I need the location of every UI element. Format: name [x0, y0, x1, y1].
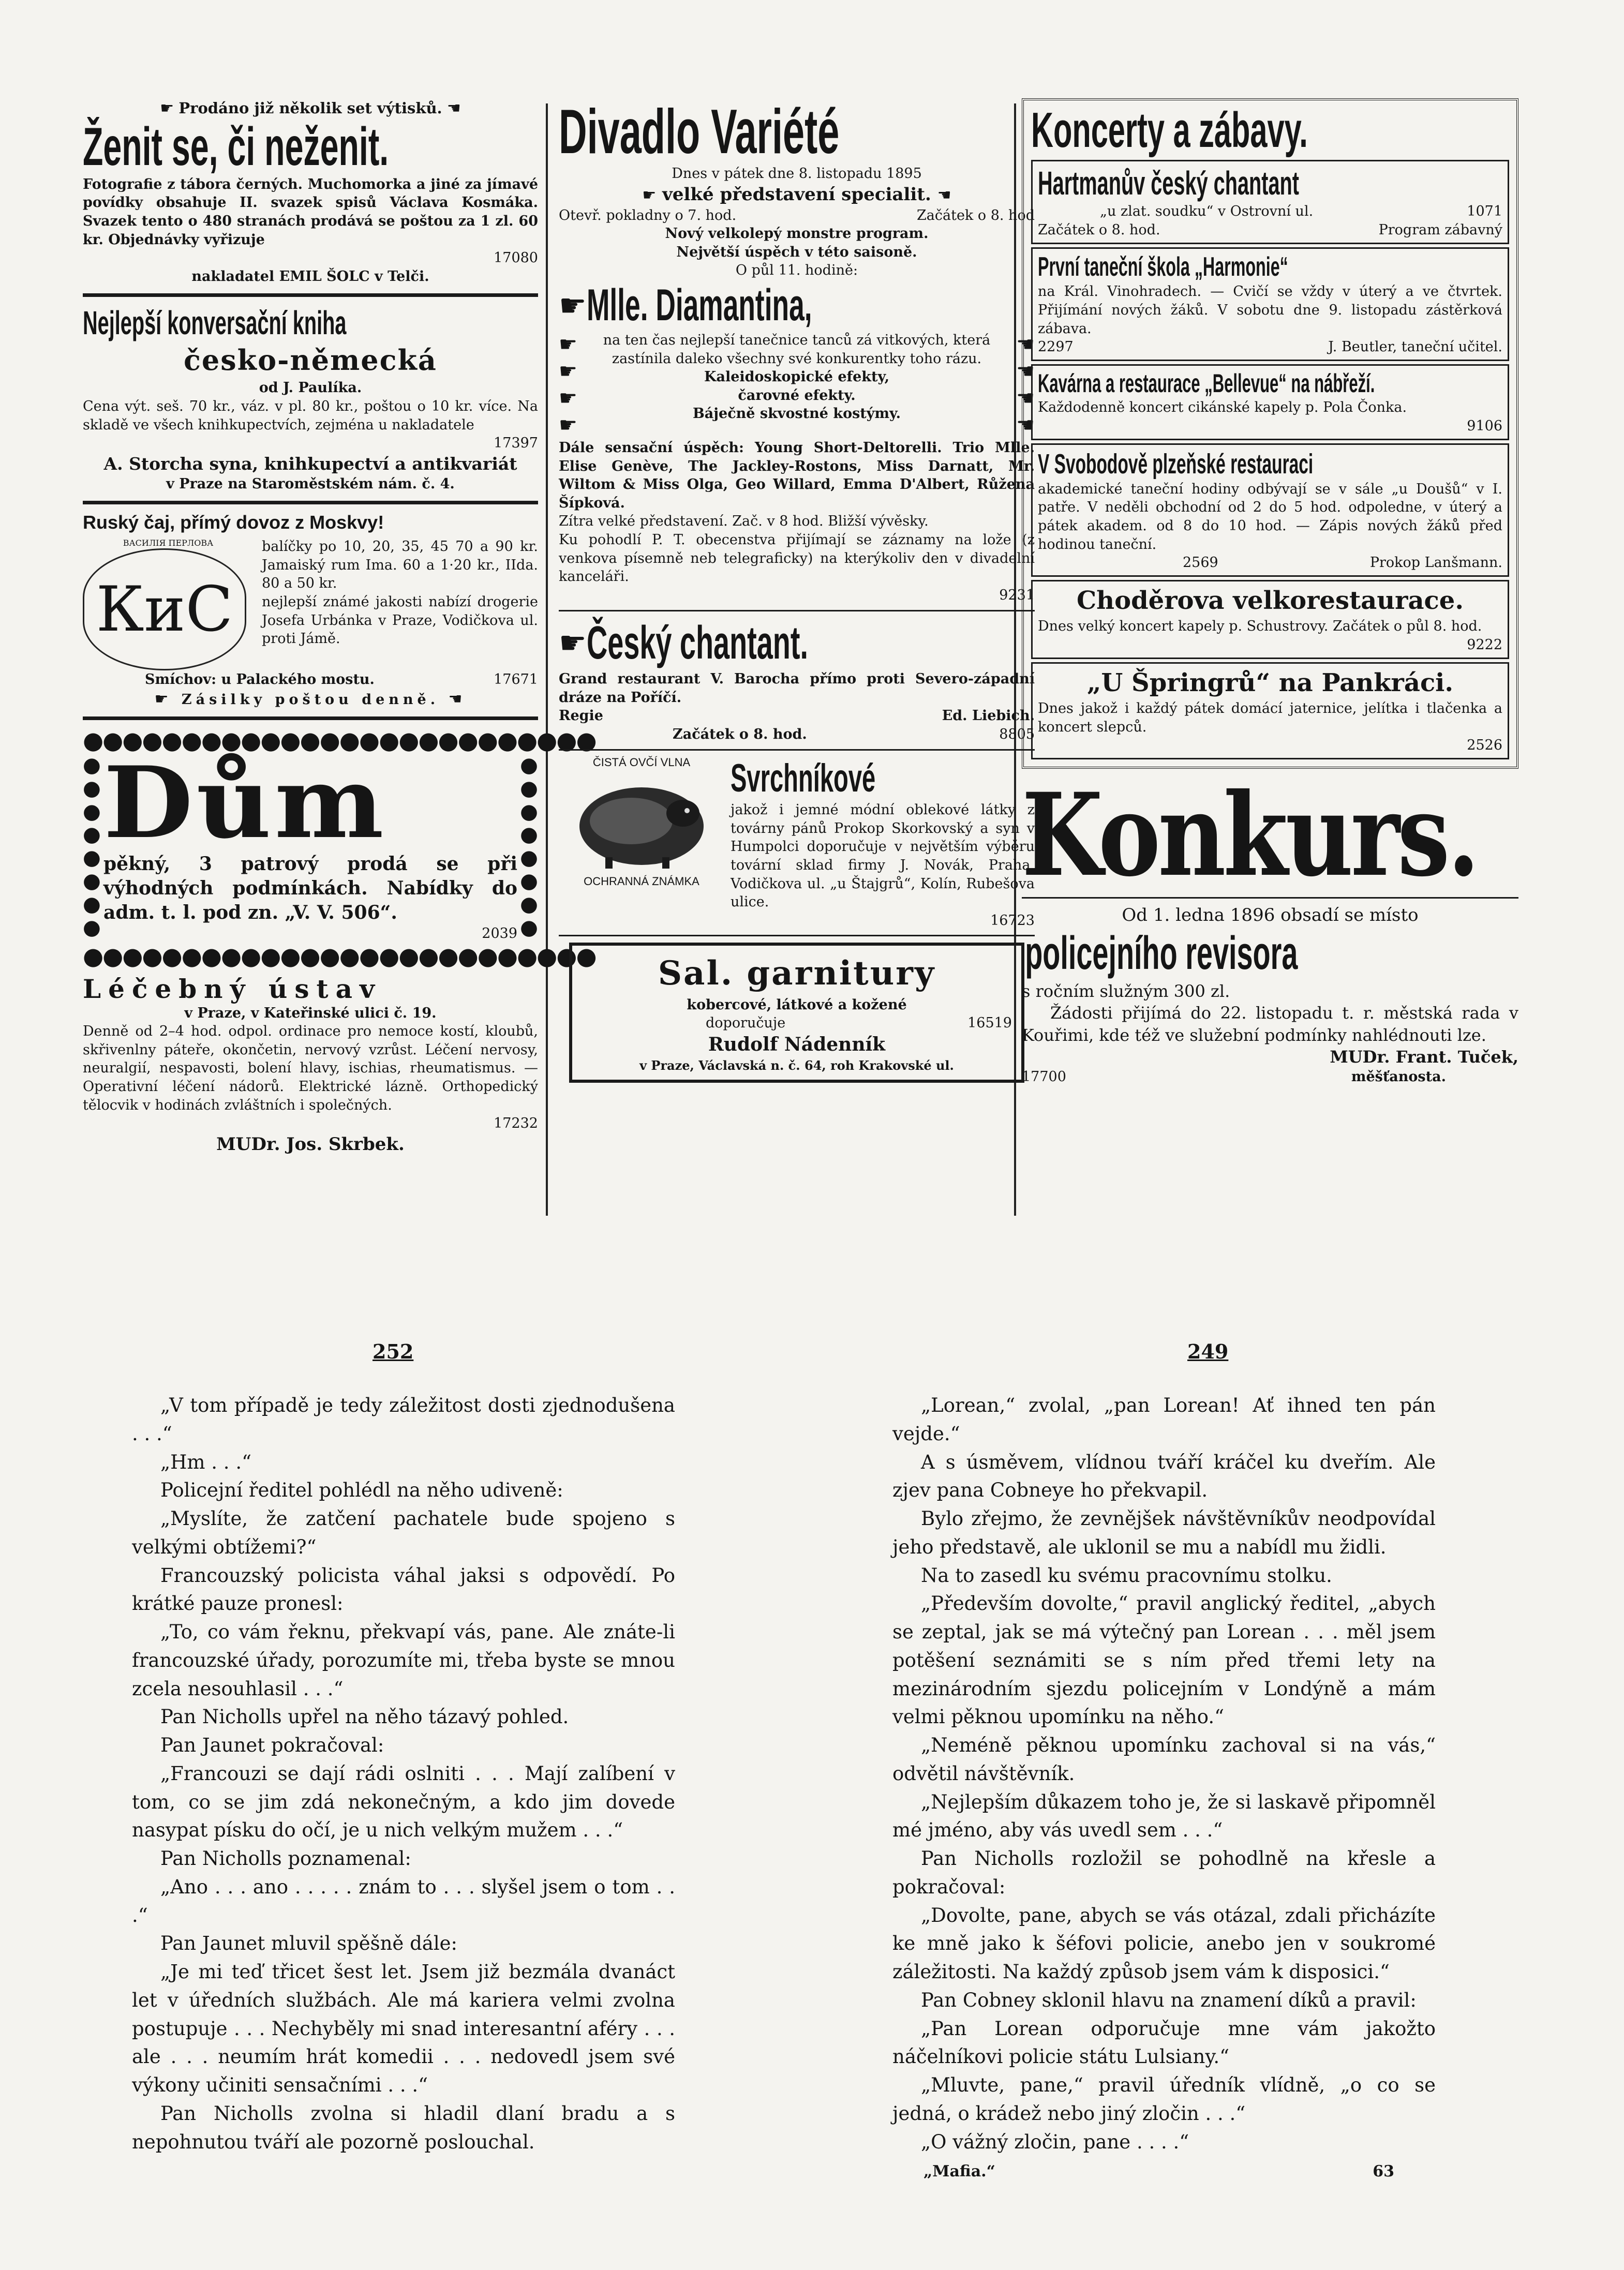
ad-chantant-regie: Ed. Liebich. [942, 708, 1035, 724]
pointing-hand-icon: ☛ [559, 625, 587, 662]
novel-paragraph: Pan Nicholls upřel na něho tázavý pohled. [160, 1706, 569, 1728]
ad-sal-number: 16519 [967, 1015, 1012, 1032]
ad-bellevue-text: Každodenně koncert cikánské kapely p. Pola Čonka. [1038, 399, 1407, 416]
novel-paragraph: Pan Nicholls rozložil se pohodlně na křesle a pokračoval: [892, 1847, 1436, 1898]
konkurs-date: Od 1. ledna 1896 obsadí se místo [1122, 904, 1419, 925]
pointing-hands-column-icon: ☛ ☛ ☛ ☛ [559, 332, 577, 437]
novel-paragraph: „Ano . . . ano . . . . . znám to . . . slyšel jsem o tom . . .“ [132, 1875, 675, 1926]
ad-variete-start: Začátek o 8. hod [917, 207, 1035, 223]
novel-paragraph: „Mluvte, pane,“ pravil úředník vlídně, „o co se jedná, o krádež nebo jiný zločin . . .“ [892, 2074, 1436, 2125]
ad-sal-subtitle: kobercové, látkové a kožené [687, 996, 907, 1013]
novel-paragraph: A s úsměvem, vlídnou tváří kráčel ku dveřím. Ale zjev pana Cobneye ho překvapil. [892, 1451, 1436, 1502]
divider [83, 501, 538, 504]
divider [83, 293, 538, 297]
ad-coats-number: 16723 [990, 912, 1035, 929]
pointing-hand-icon: ☛ [154, 690, 173, 708]
ad-chod-text: Dnes velký koncert kapely p. Schustrovy. Začátek o půl 8. hod. [1038, 618, 1482, 635]
ad-caj-number: 17671 [494, 671, 538, 688]
pointing-hands-column-left-icon: ☚ ☚ ☚ ☚ [1016, 332, 1035, 437]
ad-caj-smichov: Smíchov: u Palackého mostu. [145, 671, 375, 688]
ad-plzen-number: 2569 [1183, 555, 1218, 571]
ad-caj-text-2: nejlepší známé jakosti nabízí drogerie Josefa Urbánka v Praze, Vodičkova ul. proti Jámě. [262, 593, 538, 647]
novel-right-page [892, 1392, 1436, 2184]
ad-coats-text: jakož i jemné módní oblekové látky z továrny pánů Prokop Skorkovský a syn v Humpolci doporučuje v největším výběru tovární sklad firmy J. Novák, Praha, Vodičkova ul. „u Štajgrů“, Kolín, Rubešova ulice. [731, 802, 1035, 910]
ad-springer-number: 2526 [1467, 737, 1502, 754]
novel-paragraph: Policejní ředitel pohlédl na něho udiveně: [160, 1479, 563, 1502]
ad-hart-number: 1071 [1467, 203, 1502, 220]
ad-ustav-number: 17232 [494, 1115, 538, 1132]
divider [559, 935, 1035, 936]
ad-variete-star-text: na ten čas nejlepší tanečnice tanců zá vitkových, která zastínila daleko všechny své konkurentky toho rázu. [603, 332, 991, 367]
novel-paragraph: Na to zasedl ku svému pracovnímu stolku. [921, 1564, 1332, 1587]
sheep-trademark-icon [564, 769, 719, 873]
ad-ustav-title: Léčebný ústav [83, 973, 382, 1004]
divider [559, 610, 1035, 611]
ad-kniha-subtitle: česko-německá [184, 344, 437, 377]
novel-paragraph: Pan Nicholls poznamenal: [160, 1847, 411, 1870]
novel-paragraph: „Francouzi se dají rádi oslniti . . . Mají zalíbení v tom, co se jim zdá nekonečným, a kdo jim dovede nasypat písku do očí, je u nich velkým mužem . . .“ [132, 1762, 675, 1842]
dots-border-left-icon: ● ● ● ● ● ● ● ● [83, 753, 101, 939]
konkurs-number: 17700 [1022, 1069, 1066, 1085]
konkurs-salary: s ročním služným 300 zl. [1022, 981, 1230, 1002]
pointing-hand-left-icon: ☚ [937, 186, 951, 204]
ad-sal-title: Sal. garnitury [658, 954, 936, 993]
novel-footer-title: „Mafia.“ [923, 2162, 995, 2181]
konkurs-text: Žádosti přijímá do 22. listopadu t. r. městská rada v Kouřimi, kde též ve služební podmínky nahlédnouti lze. [1022, 1003, 1518, 1045]
ad-variete-kaleido: Kaleidoskopické efekty, [704, 369, 889, 385]
ad-kniha-number: 17397 [494, 435, 538, 452]
novel-paragraph: „Nejlepším důkazem toho je, že si laskavě připomněl mé jméno, aby vás uvedl sem . . .“ [892, 1790, 1436, 1842]
ad-chantant-regie-label: Regie [559, 708, 603, 724]
pointing-hand-icon: ☛ [160, 99, 174, 117]
ad-ustav-text: Denně od 2–4 hod. odpol. ordinace pro nemoce kostí, kloubů, skřivenlny páteře, okončetin, nervový vzrůst. Léčení nervosy, neuralgií, nespavosti, bolení hlavy, ischias, rheumatismus. — Operativní léčení nádorů. Elektrické lázně. Orthopedický tělocvik v hodinách zvláštních i společných. [83, 1023, 538, 1113]
right-page-number: 249 [1187, 1340, 1229, 1363]
ad-kniha-address: v Praze na Staroměstském nám. č. 4. [166, 476, 455, 492]
ad-springer-text: Dnes jakož i každý pátek domácí jaternice, jelítka i tlačenka a koncert slepců. [1038, 700, 1502, 735]
ad-variete-date: Dnes v pátek dne 8. listopadu 1895 [672, 166, 922, 182]
wool-mark-top: ČISTÁ OVČÍ VLNA [592, 755, 691, 769]
ad-variete-sensation: Dále sensační úspěch: Young Short-Deltorelli. Trio Mlle. Elise Genève, The Jackley-Rostons, Miss Darnatt, Mr. Wiltom & Miss Olga, Geo Willard, Emma D'Albert, Růžena Šípková. [559, 439, 1035, 511]
sold-note: Prodáno již několik set výtisků. [178, 99, 442, 117]
pointing-hand-left-icon: ☚ [448, 690, 467, 708]
ad-springer-title: „U Špringrů“ na Pankráci. [1086, 668, 1454, 697]
ad-coats-title: Svrchníkové [731, 756, 876, 800]
ad-chantant-title: Český chantant. [586, 617, 808, 669]
column-ads-middle [559, 98, 1035, 1216]
ad-sal-box [569, 943, 1024, 1083]
ad-variete-tomorrow: Zítra velké představení. Zač. v 8 hod. Bližší vývěsky. [559, 513, 929, 530]
novel-paragraph: „To, co vám řeknu, překvapí vás, pane. Ale znáte-li francouzské úřady, porozumíte mi, třeba byste se mnou zcela nesouhlasil . . .“ [132, 1621, 675, 1700]
novel-left-page [132, 1392, 675, 2156]
novel-paragraph: Bylo zřejmo, že zevnějšek návštěvníkův neodpovídal jeho představě, ale uklonil se mu a nabídl mu židli. [892, 1507, 1436, 1558]
novel-paragraph: „Především dovolte,“ pravil anglický ředitel, „abych se zeptal, jak se má výtečný pan Lorean . . . měl jsem potěšení seznámiti se s ním před třemi lety na mezinárodním sjezdu policejním v Londýně a mám velmi pěknou upomínku na něho.“ [892, 1592, 1436, 1728]
ad-kniha-text: Cena výt. seš. 70 kr., váz. v pl. 80 kr., poštou o 10 kr. více. Na skladě ve všech knihkupectvích, zejména u nakladatele [83, 398, 538, 433]
ad-caj-logo-caption: ВАСИЛІЯ ПЕРЛОВА [123, 538, 214, 548]
ad-variete-time: O půl 11. hodině: [735, 262, 858, 279]
novel-paragraph: „O vážný zločin, pane . . . .“ [921, 2130, 1189, 2153]
novel-paragraph: „Lorean,“ zvolal, „pan Lorean! Ať ihned ten pán vejde.“ [892, 1394, 1436, 1445]
divider [83, 716, 538, 720]
ad-variete-title: Divadlo Variété [559, 96, 840, 167]
ad-hart-start: Začátek o 8. hod. [1038, 222, 1160, 238]
concerts-title: Koncerty a zábavy. [1031, 102, 1308, 158]
left-page-number: 252 [373, 1340, 414, 1363]
novel-paragraph: „Je mi teď třicet šest let. Jsem již bezmála dvanáct let v úředních službách. Ale má kariera velmi zvolna postupuje . . . Nechyběly mi snad interesantní aféry . . . ale . . . neumím hrát komedii . . . nedovedl jsem své výkony učiniti sensačními . . .“ [132, 1961, 675, 2096]
wool-mark-bottom: OCHRANNÁ ZNÁMKA [584, 874, 699, 888]
ad-ustav-address: v Praze, v Kateřinské ulici č. 19. [184, 1005, 437, 1021]
ad-dum-title: Dům [103, 744, 388, 860]
novel-paragraph: „V tom případě je tedy záležitost dosti zjednodušena . . .“ [132, 1394, 675, 1445]
dots-border-bottom-icon: ●●●●●●●●●●●●●●●●●●●●●●●●●● [83, 942, 596, 970]
novel-paragraph: „Dovolte, pane, abych se vás otázal, zdali přicházíte ke mně jako k šéfovi policie, anebo jen v soukromé záležitosti. Na každý způsob jsem vám k disposici.“ [892, 1904, 1436, 1983]
novel-paragraph: „Hm . . .“ [160, 1451, 252, 1473]
ad-caj-text: balíčky po 10, 20, 35, 45 70 a 90 kr. Jamaiský rum Ima. 60 a 1·20 kr., IIda. 80 a 50 kr. [262, 539, 538, 592]
ad-zenit-publisher: nakladatel EMIL ŠOLC v Telči. [191, 268, 429, 285]
ad-variete-charms: čarovné efekty. [738, 387, 856, 404]
dots-border-top-icon: ●●●●●●●●●●●●●●●●●●●●●●●●●● [83, 726, 596, 755]
ad-chod-title: Choděrova velkorestaurace. [1076, 586, 1464, 615]
ad-bellevue-title: Kavárna a restaurace „Bellevue“ na nábřeží. [1038, 368, 1375, 398]
pointing-hand-left-icon: ☚ [446, 99, 461, 117]
ad-dum-text: pěkný, 3 patrový prodá se při výhodných podmínkách. Nabídky do adm. t. l. pod zn. „V. V. 506“. [103, 853, 517, 923]
pointing-hand-icon: ☛ [559, 287, 587, 324]
ad-variete-tickets: Ku pohodlí P. T. obecenstva přijímají se záznamy na lože (z venkova písemně neb telegraficky) na kterýkoliv den v divadelní kanceláři. [559, 532, 1035, 585]
ad-ustav-doctor: MUDr. Jos. Skrbek. [216, 1133, 405, 1155]
ad-caj-title: Ruský čaj, přímý dovoz z Moskvy! [83, 512, 384, 533]
ad-kniha-author: od J. Paulíka. [259, 380, 362, 396]
ad-plzen-title: V Svobodově plzeňské restauraci [1038, 448, 1314, 480]
divider [559, 749, 1035, 751]
ad-chantant-start: Začátek o 8. hod. [673, 726, 807, 742]
column-ads-right [1022, 98, 1518, 1216]
novel-paragraph: Pan Jaunet pokračoval: [160, 1734, 384, 1756]
ad-zenit-text: Fotografie z tábora černých. Muchomorka a jiné za jímavé povídky obsahuje II. svazek spisů Václava Kosmáka. Svazek tento o 480 stranách prodává se poštou za 1 zl. 60 kr. Objednávky vyřizuje [83, 176, 538, 248]
ad-plzen-text: akademické taneční hodiny odbývají se v sále „u Doušů“ v I. patře. V neděli obchodní od 2 do 5 hod. odpoledne, v úterý a pátek akadem. od 8 do 10 hod. — Zápis nových žáků před hodinou taneční. [1038, 481, 1502, 552]
ad-hart-title: Hartmanův český chantant [1038, 164, 1300, 202]
ad-chod-number: 9222 [1467, 636, 1502, 653]
tea-logo-emblem: КиС [83, 548, 246, 670]
ad-variete-costumes: Báječně skvostné kostýmy. [692, 406, 901, 422]
ad-plzen-teacher: Prokop Lanšmann. [1369, 555, 1502, 571]
novel-paragraph: „Neméně pěknou upomínku zachoval si na vás,“ odvětil návštěvník. [892, 1734, 1436, 1785]
ad-zenit-title: Ženit se, či neženit. [83, 116, 389, 177]
ad-dum-number: 2039 [482, 925, 517, 942]
ad-variete-success: Největší úspěch v této saisoně. [676, 244, 917, 260]
dots-border-right-icon: ● ● ● ● ● ● ● ● [520, 753, 538, 939]
ad-bellevue-number: 9106 [1467, 418, 1502, 435]
ad-zenit-number: 17080 [494, 250, 538, 266]
ad-variete-tickets-number: 9231 [999, 587, 1035, 603]
ad-harmonie-teacher: J. Beutler, taneční učitel. [1328, 339, 1502, 355]
ad-kniha-seller: A. Storcha syna, knihkupectví a antikvariát [103, 453, 517, 474]
ad-variete-program: Nový velkolepý monstre program. [665, 226, 929, 242]
ad-harmonie-number: 2297 [1038, 339, 1074, 355]
ad-chantant-number: 8805 [999, 726, 1035, 742]
ad-kniha-title: Nejlepší konversační kniha [83, 304, 347, 341]
konkurs-position: policejního revisora [1025, 927, 1298, 979]
konkurs-signer: MUDr. Frant. Tuček, [1330, 1047, 1518, 1067]
ad-variete-special: velké představení specialit. [662, 184, 931, 205]
ad-chantant-text: Grand restaurant V. Barocha přímo proti Severo-západní dráze na Poříčí. [559, 671, 1035, 706]
ad-sal-address: v Praze, Václavská n. č. 64, roh Krakovské ul. [639, 1057, 954, 1073]
concerts-frame [1022, 98, 1518, 769]
ad-harmonie-title: První taneční škola „Harmonie“ [1038, 251, 1288, 282]
ad-hart-address: „u zlat. soudku“ v Ostrovní ul. [1100, 203, 1314, 220]
ad-sal-name: Rudolf Nádenník [708, 1034, 886, 1056]
konkurs-role: měšťanosta. [1351, 1069, 1446, 1085]
ad-harmonie-text: na Král. Vinohradech. — Cvičí se vždy v úterý a ve čtvrtek. Přijímání nových žáků. V sobotu dne 9. listopadu zástěrková zábava. [1038, 283, 1502, 337]
ad-caj-post: Zásilky poštou denně. [181, 691, 440, 708]
novel-paragraph: Pan Cobney sklonil hlavu na znamení díků a pravil: [921, 1989, 1417, 2011]
novel-paragraph: Pan Nicholls zvolna si hladil dlaní bradu a s nepohnutou tváří ale pozorně poslouchal. [132, 2102, 675, 2153]
novel-paragraph: „Myslíte, že zatčení pachatele bude spojeno s velkými obtížemi?“ [132, 1507, 675, 1558]
ad-hart-program: Program zábavný [1378, 222, 1502, 238]
novel-paragraph: Francouzský policista váhal jaksi s odpovědí. Po krátké pauze pronesl: [132, 1564, 675, 1615]
ad-variete-open: Otevř. pokladny o 7. hod. [559, 207, 737, 223]
novel-paragraph: Pan Jaunet mluvil spěšně dále: [160, 1932, 458, 1955]
ad-sal-recommends: doporučuje [706, 1015, 786, 1032]
pointing-hand-icon: ☛ [642, 186, 657, 204]
novel-footer-number: 63 [1373, 2162, 1394, 2181]
column-rule-1 [546, 103, 548, 1216]
novel-paragraph: „Pan Lorean odporučuje mne vám jakožto náčelníkovi policie státu Lulsiany.“ [892, 2017, 1436, 2068]
konkurs-title: Konkurs. [1022, 767, 1478, 902]
ad-variete-star: Mlle. Diamantina, [586, 280, 812, 331]
